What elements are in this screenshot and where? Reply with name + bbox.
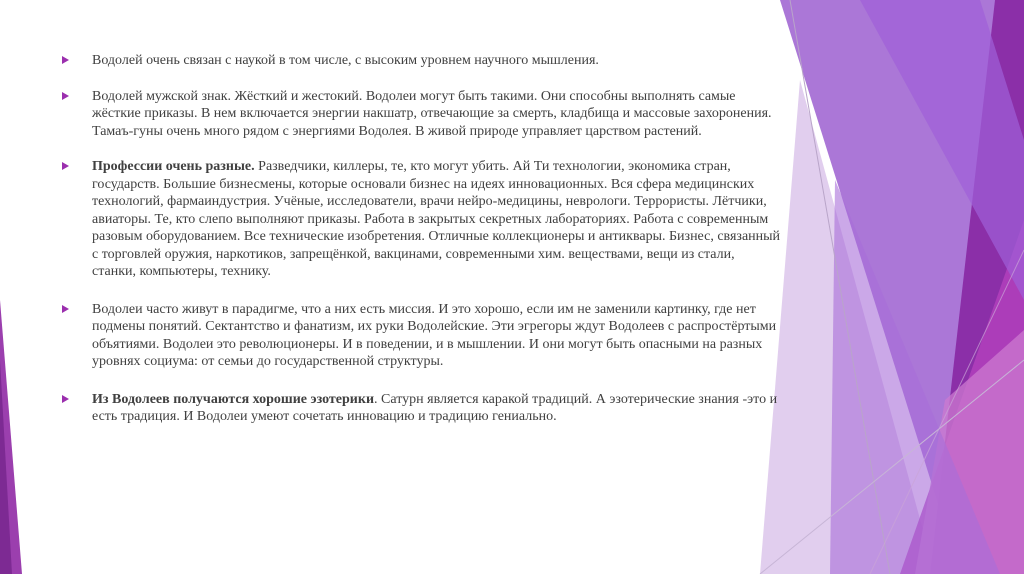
bullet-list [62, 52, 782, 444]
triangle-right-icon [62, 56, 69, 64]
bullet-lead: Из Водолеев получаются хорошие эзотерики [92, 391, 375, 407]
bullet-text: Водолеи часто живут в парадигме, что а них есть миссия. И это хорошо, если им не заменили картинку, где нет подмены понятий. Сектантство и фанатизм, их руки Водолейские. Эти эгрегоры ждут Водолеев с распростёртыми объятиями. Водолеи это революционеры. И в поведении, и в мышлении. И они могут быть опасными на разных уровнях социума: от семьи до государственной структуры. [92, 301, 777, 369]
bullet-item-male-sign [62, 88, 782, 141]
triangle-right-icon [62, 92, 69, 100]
bullet-item-esoterics [62, 391, 782, 426]
bullet-text: . Сатурн является каракой традиций. А эзотерические знания -это и есть традиция. И Водолеи умеют сочетать инновацию и традицию гениально. [92, 391, 778, 424]
bullet-text: Разведчики, киллеры, те, кто могут убить. Ай Ти технологии, экономика стран, государств. Большие бизнесмены, которые основали бизнес на идеях инновационных. Вся сфера медицинских технологий, фармаиндустрия. Учёные, исследователи, врачи нейро-медицины, неврологи. Террористы. Лётчики, авиаторы. Те, кто слепо выполняют приказы. Работа в закрытых секретных лабораториях. Работа с современным разовым оборудованием. Все технические изобретения. Отличные коллекционеры и антиквары. Бизнес, связанный с торговлей оружия, наркотиков, запрещёнкой, вакцинами, современными хим. веществами, вещи из стали, станки, компьютеры, технику. [92, 159, 781, 279]
bullet-item-professions [62, 158, 782, 281]
bullet-text: Водолей мужской знак. Жёсткий и жестокий. Водолеи могут быть такими. Они способны выполнять самые жёсткие приказы. В нем включается энергии накшатр, отвечающие за смерть, кладбища и массовые захоронения. Тамаъ-гуны очень много рядом с энергиями Водолея. В живой природе управляет царством растений. [92, 88, 772, 139]
triangle-right-icon [62, 395, 69, 403]
triangle-right-icon [62, 162, 69, 170]
triangle-right-icon [62, 305, 69, 313]
bullet-text: Водолей очень связан с наукой в том числе, с высоким уровнем научного мышления. [92, 53, 599, 68]
bullet-lead: Профессии очень разные. [92, 159, 255, 174]
bullet-item-science [62, 52, 782, 70]
bullet-item-mission [62, 301, 782, 371]
